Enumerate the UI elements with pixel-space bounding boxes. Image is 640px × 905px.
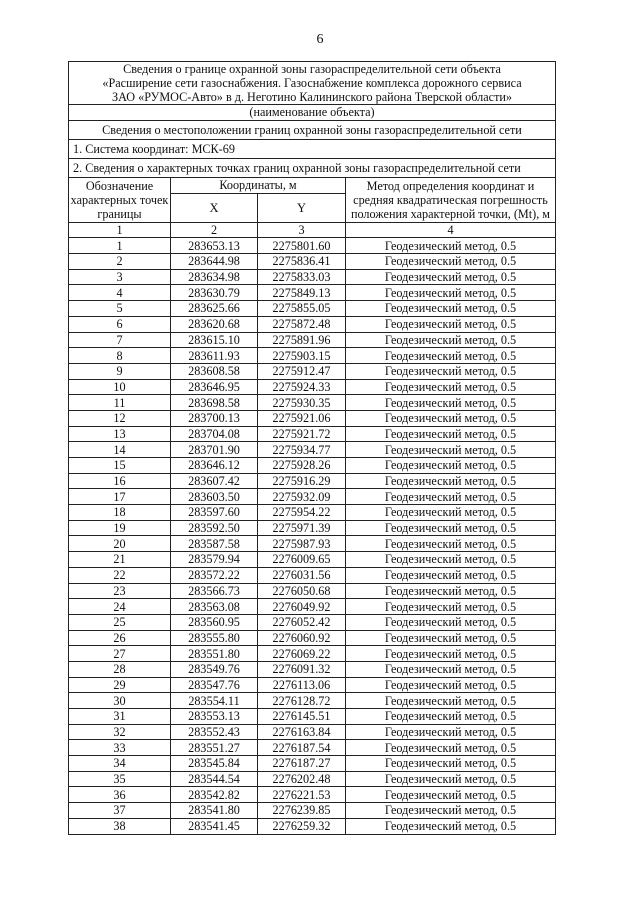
coord-y: 2275987.93 (258, 536, 346, 552)
method: Геодезический метод, 0.5 (346, 379, 556, 395)
coord-x: 283549.76 (171, 661, 258, 677)
title-line: Сведения о границе охранной зоны газораспределительной сети объекта (123, 62, 501, 76)
point-id: 17 (69, 489, 171, 505)
table-row (69, 363, 556, 379)
coord-y: 2276060.92 (258, 630, 346, 646)
table-row (69, 709, 556, 725)
coord-y: 2276187.27 (258, 756, 346, 772)
point-id: 13 (69, 426, 171, 442)
coord-y: 2275833.03 (258, 269, 346, 285)
point-id: 29 (69, 677, 171, 693)
coord-x: 283560.95 (171, 614, 258, 630)
coord-x: 283551.80 (171, 646, 258, 662)
coord-y: 2276145.51 (258, 709, 346, 725)
method: Геодезический метод, 0.5 (346, 505, 556, 521)
coord-y: 2275932.09 (258, 489, 346, 505)
table-row (69, 410, 556, 426)
method: Геодезический метод, 0.5 (346, 316, 556, 332)
table-row (69, 787, 556, 803)
coord-x: 283553.13 (171, 709, 258, 725)
document-title (69, 62, 556, 105)
point-id: 35 (69, 771, 171, 787)
point-id: 1 (69, 238, 171, 254)
coord-x: 283646.12 (171, 458, 258, 474)
coord-y: 2276069.22 (258, 646, 346, 662)
table-row (69, 661, 556, 677)
coord-y: 2276031.56 (258, 567, 346, 583)
point-id: 8 (69, 348, 171, 364)
coord-y: 2276091.32 (258, 661, 346, 677)
point-id: 7 (69, 332, 171, 348)
method: Геодезический метод, 0.5 (346, 238, 556, 254)
table-row (69, 771, 556, 787)
point-id: 33 (69, 740, 171, 756)
table-row (69, 536, 556, 552)
method: Геодезический метод, 0.5 (346, 536, 556, 552)
method: Геодезический метод, 0.5 (346, 520, 556, 536)
coord-y: 2276259.32 (258, 818, 346, 834)
table-row (69, 285, 556, 301)
method: Геодезический метод, 0.5 (346, 614, 556, 630)
point-id: 34 (69, 756, 171, 772)
method: Геодезический метод, 0.5 (346, 426, 556, 442)
method: Геодезический метод, 0.5 (346, 630, 556, 646)
method: Геодезический метод, 0.5 (346, 818, 556, 834)
col-x-header: X (171, 193, 258, 222)
table-row (69, 724, 556, 740)
method: Геодезический метод, 0.5 (346, 740, 556, 756)
method: Геодезический метод, 0.5 (346, 787, 556, 803)
coord-x: 283597.60 (171, 505, 258, 521)
method: Геодезический метод, 0.5 (346, 583, 556, 599)
coord-x: 283646.95 (171, 379, 258, 395)
points-heading: 2. Сведения о характерных точках границ охранной зоны газораспределительной сети (69, 158, 556, 177)
method: Геодезический метод, 0.5 (346, 458, 556, 474)
object-caption: (наименование объекта) (69, 105, 556, 121)
table-row (69, 803, 556, 819)
coord-x: 283552.43 (171, 724, 258, 740)
method: Геодезический метод, 0.5 (346, 709, 556, 725)
coord-y: 2275855.05 (258, 301, 346, 317)
table-row (69, 567, 556, 583)
coord-y: 2275801.60 (258, 238, 346, 254)
table-row (69, 520, 556, 536)
method: Геодезический метод, 0.5 (346, 348, 556, 364)
method: Геодезический метод, 0.5 (346, 269, 556, 285)
coord-x: 283611.93 (171, 348, 258, 364)
coord-y: 2275891.96 (258, 332, 346, 348)
method: Геодезический метод, 0.5 (346, 363, 556, 379)
method: Геодезический метод, 0.5 (346, 552, 556, 568)
coord-x: 283547.76 (171, 677, 258, 693)
method: Геодезический метод, 0.5 (346, 442, 556, 458)
point-id: 5 (69, 301, 171, 317)
method: Геодезический метод, 0.5 (346, 332, 556, 348)
table-row (69, 332, 556, 348)
coord-x: 283630.79 (171, 285, 258, 301)
point-id: 9 (69, 363, 171, 379)
method: Геодезический метод, 0.5 (346, 661, 556, 677)
method: Геодезический метод, 0.5 (346, 567, 556, 583)
coord-x: 283698.58 (171, 395, 258, 411)
coord-y: 2276128.72 (258, 693, 346, 709)
point-id: 10 (69, 379, 171, 395)
coord-x: 283563.08 (171, 599, 258, 615)
coord-y: 2276009.65 (258, 552, 346, 568)
method: Геодезический метод, 0.5 (346, 489, 556, 505)
column-number: 1 (69, 222, 171, 238)
point-id: 15 (69, 458, 171, 474)
point-id: 21 (69, 552, 171, 568)
coord-y: 2275916.29 (258, 473, 346, 489)
table-row (69, 254, 556, 270)
table-row (69, 316, 556, 332)
col-point-header: Обозначение характерных точек границы (69, 177, 171, 222)
method: Геодезический метод, 0.5 (346, 285, 556, 301)
coord-x: 283579.94 (171, 552, 258, 568)
table-row (69, 818, 556, 834)
coord-x: 283634.98 (171, 269, 258, 285)
coord-y: 2275872.48 (258, 316, 346, 332)
page-number: 6 (316, 32, 324, 47)
boundary-points-table (68, 61, 556, 835)
coord-x: 283704.08 (171, 426, 258, 442)
coord-x: 283592.50 (171, 520, 258, 536)
coord-y: 2276052.42 (258, 614, 346, 630)
table-row (69, 238, 556, 254)
point-id: 16 (69, 473, 171, 489)
method: Геодезический метод, 0.5 (346, 693, 556, 709)
coord-y: 2275912.47 (258, 363, 346, 379)
coord-x: 283566.73 (171, 583, 258, 599)
title-line: ЗАО «РУМОС-Авто» в д. Неготино Калининского района Тверской области» (111, 90, 513, 104)
method: Геодезический метод, 0.5 (346, 254, 556, 270)
coord-x: 283544.54 (171, 771, 258, 787)
table-row (69, 301, 556, 317)
coord-y: 2275924.33 (258, 379, 346, 395)
coord-y: 2276113.06 (258, 677, 346, 693)
point-id: 27 (69, 646, 171, 662)
table-row (69, 677, 556, 693)
table-row (69, 756, 556, 772)
point-id: 2 (69, 254, 171, 270)
location-heading: Сведения о местоположении границ охранной зоны газораспределительной сети (69, 120, 556, 139)
coord-x: 283554.11 (171, 693, 258, 709)
col-method-header: Метод определения координат и средняя квадратическая погрешность положения характерной точки, (Mt), м (346, 177, 556, 222)
point-id: 23 (69, 583, 171, 599)
coord-x: 283541.45 (171, 818, 258, 834)
table-row (69, 442, 556, 458)
point-id: 18 (69, 505, 171, 521)
table-row (69, 693, 556, 709)
point-id: 36 (69, 787, 171, 803)
point-id: 6 (69, 316, 171, 332)
point-id: 11 (69, 395, 171, 411)
point-id: 28 (69, 661, 171, 677)
coord-y: 2276221.53 (258, 787, 346, 803)
coord-y: 2276239.85 (258, 803, 346, 819)
method: Геодезический метод, 0.5 (346, 395, 556, 411)
column-number: 2 (171, 222, 258, 238)
point-id: 19 (69, 520, 171, 536)
table-row (69, 473, 556, 489)
point-id: 22 (69, 567, 171, 583)
method: Геодезический метод, 0.5 (346, 803, 556, 819)
coord-x: 283572.22 (171, 567, 258, 583)
table-row (69, 646, 556, 662)
method: Геодезический метод, 0.5 (346, 677, 556, 693)
coord-y: 2275921.72 (258, 426, 346, 442)
col-y-header: Y (258, 193, 346, 222)
coord-y: 2275921.06 (258, 410, 346, 426)
coord-y: 2275849.13 (258, 285, 346, 301)
coord-y: 2276202.48 (258, 771, 346, 787)
method: Геодезический метод, 0.5 (346, 646, 556, 662)
coord-y: 2276049.92 (258, 599, 346, 615)
method: Геодезический метод, 0.5 (346, 771, 556, 787)
coord-x: 283551.27 (171, 740, 258, 756)
coord-y: 2276163.84 (258, 724, 346, 740)
coord-x: 283620.68 (171, 316, 258, 332)
point-id: 14 (69, 442, 171, 458)
point-id: 37 (69, 803, 171, 819)
title-line: «Расширение сети газоснабжения. Газоснабжение комплекса дорожного сервиса (102, 76, 522, 90)
table-row (69, 395, 556, 411)
table-row (69, 599, 556, 615)
coord-x: 283700.13 (171, 410, 258, 426)
table-row (69, 740, 556, 756)
table-row (69, 583, 556, 599)
point-id: 24 (69, 599, 171, 615)
table-row (69, 269, 556, 285)
coord-x: 283545.84 (171, 756, 258, 772)
table-row (69, 614, 556, 630)
method: Геодезический метод, 0.5 (346, 756, 556, 772)
point-id: 30 (69, 693, 171, 709)
coord-x: 283603.50 (171, 489, 258, 505)
method: Геодезический метод, 0.5 (346, 599, 556, 615)
coord-x: 283701.90 (171, 442, 258, 458)
coord-x: 283644.98 (171, 254, 258, 270)
coord-x: 283625.66 (171, 301, 258, 317)
coord-x: 283541.80 (171, 803, 258, 819)
point-id: 38 (69, 818, 171, 834)
coord-x: 283653.13 (171, 238, 258, 254)
method: Геодезический метод, 0.5 (346, 724, 556, 740)
column-number: 4 (346, 222, 556, 238)
point-id: 12 (69, 410, 171, 426)
point-id: 3 (69, 269, 171, 285)
point-id: 4 (69, 285, 171, 301)
coord-y: 2275928.26 (258, 458, 346, 474)
coord-x: 283587.58 (171, 536, 258, 552)
coord-y: 2275903.15 (258, 348, 346, 364)
table-row (69, 379, 556, 395)
coord-y: 2276187.54 (258, 740, 346, 756)
coord-y: 2275836.41 (258, 254, 346, 270)
point-id: 25 (69, 614, 171, 630)
coord-y: 2275954.22 (258, 505, 346, 521)
coord-x: 283542.82 (171, 787, 258, 803)
coord-y: 2276050.68 (258, 583, 346, 599)
coord-y: 2275934.77 (258, 442, 346, 458)
coord-x: 283615.10 (171, 332, 258, 348)
table-row (69, 505, 556, 521)
coord-x: 283607.42 (171, 473, 258, 489)
method: Геодезический метод, 0.5 (346, 473, 556, 489)
coord-system: 1. Система координат: МСК-69 (69, 139, 556, 158)
table-row (69, 458, 556, 474)
column-numbers-row (69, 222, 556, 238)
col-coords-header: Координаты, м (171, 177, 346, 193)
table-row (69, 348, 556, 364)
table-row (69, 552, 556, 568)
method: Геодезический метод, 0.5 (346, 410, 556, 426)
table-row (69, 630, 556, 646)
column-number: 3 (258, 222, 346, 238)
point-id: 32 (69, 724, 171, 740)
table-row (69, 426, 556, 442)
method: Геодезический метод, 0.5 (346, 301, 556, 317)
table-row (69, 489, 556, 505)
point-id: 20 (69, 536, 171, 552)
point-id: 26 (69, 630, 171, 646)
point-id: 31 (69, 709, 171, 725)
coord-x: 283608.58 (171, 363, 258, 379)
coord-y: 2275971.39 (258, 520, 346, 536)
coord-y: 2275930.35 (258, 395, 346, 411)
coord-x: 283555.80 (171, 630, 258, 646)
